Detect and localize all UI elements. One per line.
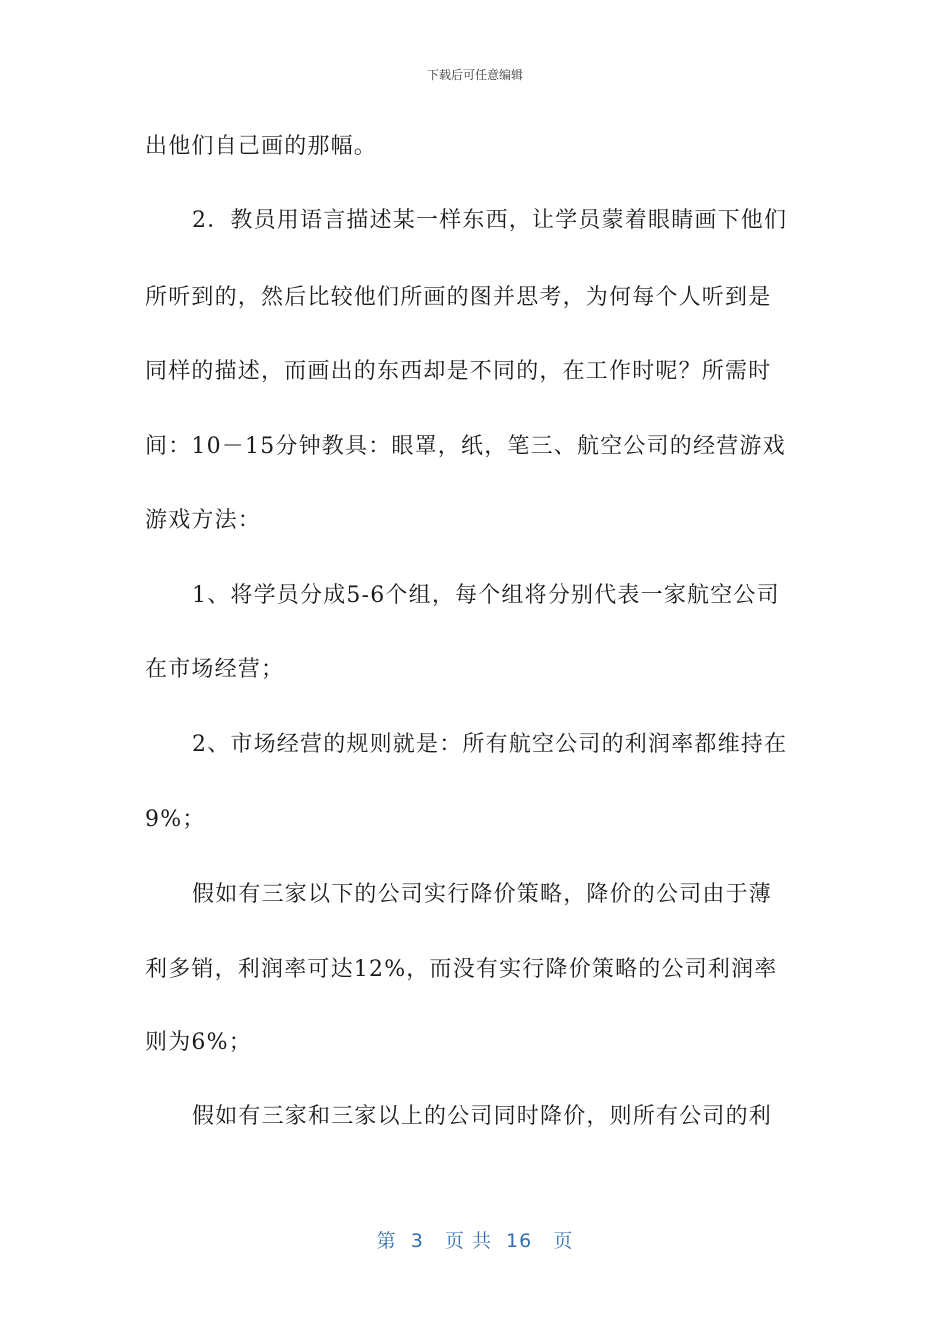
body-line-1: 出他们自己画的那幅。 (145, 134, 378, 159)
body-line-5: 间：10－15分钟教具：眼罩，纸，笔三、航空公司的经营游戏 (145, 434, 786, 459)
body-line-13: 则为6%； (145, 1030, 252, 1055)
body-line-8: 在市场经营； (145, 657, 285, 682)
body-line-3: 所听到的，然后比较他们所画的图并思考，为何每个人听到是 (145, 285, 772, 310)
body-line-6: 游戏方法： (145, 508, 262, 533)
page-header: 下载后可任意编辑 (426, 68, 523, 82)
body-line-14: 假如有三家和三家以上的公司同时降价，则所有公司的利 (192, 1104, 773, 1129)
body-line-9: 2、市场经营的规则就是：所有航空公司的利润率都维持在 (192, 732, 788, 757)
body-line-11: 假如有三家以下的公司实行降价策略，降价的公司由于薄 (192, 882, 773, 907)
body-line-2: 2．教员用语言描述某一样东西，让学员蒙着眼睛画下他们 (192, 208, 788, 233)
body-line-12: 利多销，利润率可达12%，而没有实行降价策略的公司利润率 (145, 957, 778, 982)
body-line-7: 1、将学员分成5-6个组，每个组将分别代表一家航空公司 (192, 583, 780, 608)
page-number-footer: 第 3 页 共 16 页 (376, 1230, 574, 1252)
body-line-10: 9%； (145, 807, 206, 832)
body-line-4: 同样的描述，而画出的东西却是不同的，在工作时呢？所需时 (145, 359, 772, 384)
